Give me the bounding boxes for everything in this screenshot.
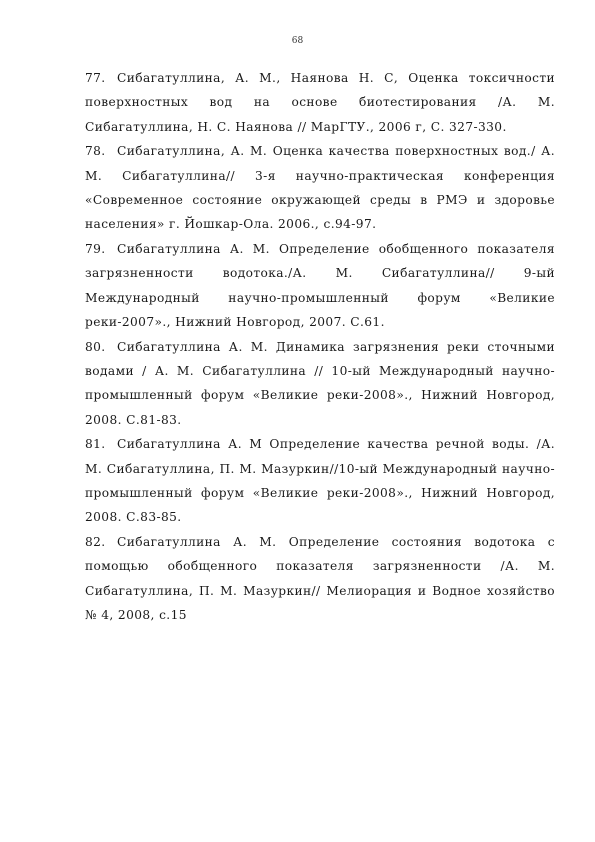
reference-item xyxy=(85,530,555,627)
reference-number: 82. xyxy=(85,535,106,550)
reference-text: Сибагатуллина А. М. Определение состояния водотока с помощью обобщенного показателя загрязненности /А. М. Сибагатуллина, П. М. Мазуркин// Мелиорация и Водное хозяйство № 4, 2008, с.15 xyxy=(85,535,555,623)
reference-number: 81. xyxy=(85,437,106,452)
reference-text: Сибагатуллина А. М. Динамика загрязнения реки сточными водами / А. М. Сибагатуллина // 10-ый Международный научно-промышленный форум «Великие реки-2008»., Нижний Новгород, 2008. С.81-83. xyxy=(85,339,555,427)
reference-item xyxy=(85,432,555,529)
reference-number: 80. xyxy=(85,339,106,354)
reference-item xyxy=(85,139,555,236)
reference-number: 79. xyxy=(85,242,106,257)
reference-text: Сибагатуллина, А. М., Наянова Н. С, Оценка токсичности поверхностных вод на основе биотестирования /А. М. Сибагатуллина, Н. С. Наянова // МарГТУ., 2006 г, С. 327-330. xyxy=(85,71,555,134)
page-number: 68 xyxy=(291,36,304,46)
reference-number: 78. xyxy=(85,144,106,159)
reference-text: Сибагатуллина А. М Определение качества речной воды. /А. М. Сибагатуллина, П. М. Мазуркин//10-ый Международный научно-промышленный форум «Великие реки-2008»., Нижний Новгород, 2008. С.83-85. xyxy=(85,437,555,525)
reference-text: Сибагатуллина А. М. Определение обобщенного показателя загрязненности водотока./А. М. Сибагатуллина// 9-ый Международный научно-промышленный форум «Великие реки-2007»., Нижний Новгород, 2007. С.61. xyxy=(85,242,555,329)
reference-item xyxy=(85,66,555,139)
reference-number: 77. xyxy=(85,71,106,85)
reference-item xyxy=(85,237,555,334)
reference-list xyxy=(85,66,555,628)
reference-text: Сибагатуллина, А. М. Оценка качества поверхностных вод./ А. М. Сибагатуллина// 3-я научно-практическая конференция «Современное состояние окружающей среды в РМЭ и здоровье населения» г. Йошкар-Ола. 2006., с.94-97. xyxy=(85,144,555,232)
reference-item xyxy=(85,335,555,432)
